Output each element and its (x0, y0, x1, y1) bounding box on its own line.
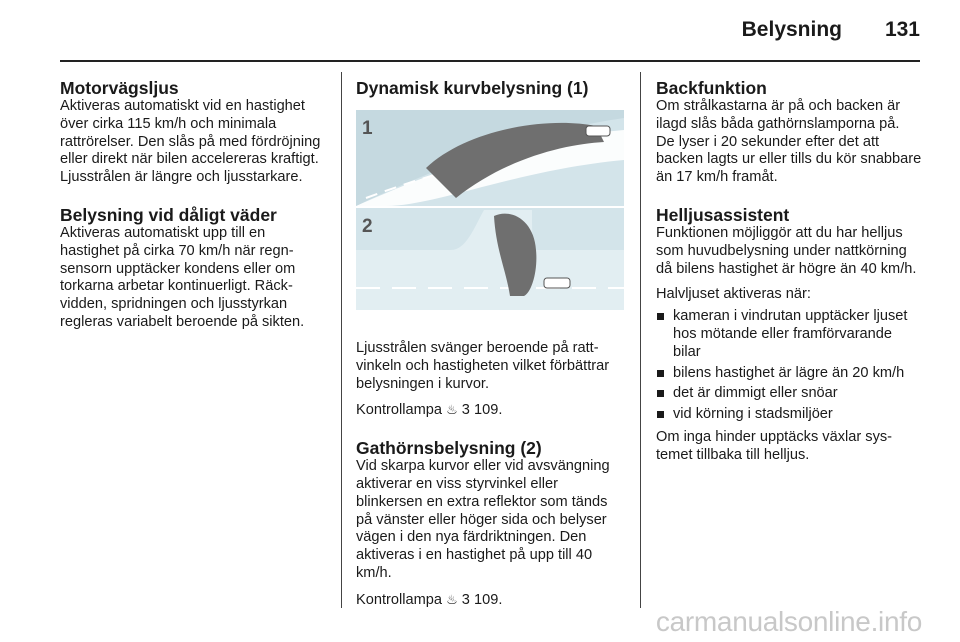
page-ref[interactable]: 109. (473, 402, 503, 419)
section-heading-helljusassistent: Helljusassistent (656, 204, 790, 225)
bullet-square-icon (657, 390, 664, 397)
list-item (656, 308, 922, 361)
section-text-helljusassistent: Funktionen möjliggör att du har helljus som huvudbelysning under nattkörning då bilens hastighet är högre än 40 km/h. (656, 224, 917, 277)
panel-2-car-icon (544, 278, 570, 288)
page-number: 131 (884, 18, 920, 41)
page-ref-arrow-icon: 3 (461, 591, 470, 608)
bullet-square-icon (657, 370, 664, 377)
page-header (0, 0, 960, 62)
lamp-icon: ♨ (446, 591, 458, 607)
illustration-svg (356, 110, 624, 310)
section-heading-gathornsbelysning: Gathörnsbelysning (2) (356, 438, 542, 459)
panel-1-label: 1 (362, 118, 373, 139)
column-2 (356, 78, 624, 610)
list-item (656, 365, 922, 383)
activation-intro: Halvljuset aktiveras när: (656, 286, 811, 303)
panel-2-label: 2 (362, 216, 373, 237)
header-title: Belysning (741, 18, 842, 41)
bullet-square-icon (657, 313, 664, 320)
list-item-text: kameran i vindrutan upptäcker ljuset hos mötande eller framförvarande bilar (673, 308, 908, 360)
panel-2 (356, 208, 624, 310)
list-item (656, 385, 922, 403)
page-ref[interactable]: 109. (473, 591, 503, 608)
list-item-text: det är dimmigt eller snöar (673, 385, 838, 402)
section-outro-helljusassistent: Om inga hinder upptäcks växlar systemet tillbaka till helljus. (656, 428, 893, 463)
column-divider-2 (640, 72, 641, 608)
list-item-text: bilens hastighet är lägre än 20 km/h (673, 364, 905, 381)
activation-conditions-list (656, 308, 922, 424)
section-text-backfunktion: Om strålkastarna är på och backen är ilagd slås båda gathörnslamporna på. De lyser i 20 sekunder efter det att backen lagts ur eller tills du kör snabbare än 17 km/h framåt. (656, 98, 922, 186)
section-text-kurvbelysning: Ljusstrålen svänger beroende på rattvinkeln och hastigheten vilket förbättrar belysningen i kurvor. (356, 340, 610, 392)
panel-1 (356, 110, 624, 206)
indicator-label: Kontrollampa (356, 591, 442, 608)
list-item (656, 406, 922, 424)
page-ref-arrow-icon: 3 (461, 402, 470, 419)
indicator-reference-1 (356, 401, 624, 420)
section-text-dalig-vader: Aktiveras automatiskt upp till en hastighet på cirka 70 km/h när regnsensorn upptäcker kondens eller om torkarna arbetar kontinuerligt. Räckvidden, spridningen och ljusstyrkan regleras variabelt beroende på sikten. (60, 224, 305, 330)
section-heading-dalig-vader: Belysning vid dåligt väder (60, 204, 277, 225)
column-divider-1 (341, 72, 342, 608)
section-heading-backfunktion: Backfunktion (656, 78, 767, 98)
list-item-text: vid körning i stadsmiljöer (673, 406, 833, 423)
column-3 (656, 78, 922, 465)
curve-lighting-illustration (356, 110, 624, 310)
column-1 (60, 78, 328, 332)
section-heading-motorvagsljus: Motorvägsljus (60, 78, 179, 98)
section-text-gathornsbelysning: Vid skarpa kurvor eller vid avsvängning aktiverar en viss styrvinkel eller blinkersen en extra reflektor som tänds på vänster eller höger sida och belyser vägen i den nya färdriktningen. Den aktiveras i en hastighet på upp till 40 km/h. (356, 458, 610, 581)
site-watermark: carmanualsonline.info (655, 606, 922, 637)
section-text-motorvagsljus: Aktiveras automatiskt vid en hastighet över cirka 115 km/h och minimala rattrörelser. Den slås på med fördröjning eller direkt när bilen accelereras kraftigt. Ljusstrålen är längre och ljusstarkare. (60, 98, 321, 186)
indicator-label: Kontrollampa (356, 402, 442, 419)
header-rule (60, 60, 920, 62)
lamp-icon: ♨ (446, 402, 458, 418)
indicator-reference-2 (356, 591, 624, 610)
bullet-square-icon (657, 411, 664, 418)
panel-1-car-icon (586, 126, 610, 136)
section-heading-kurvbelysning: Dynamisk kurvbelysning (1) (356, 78, 589, 98)
